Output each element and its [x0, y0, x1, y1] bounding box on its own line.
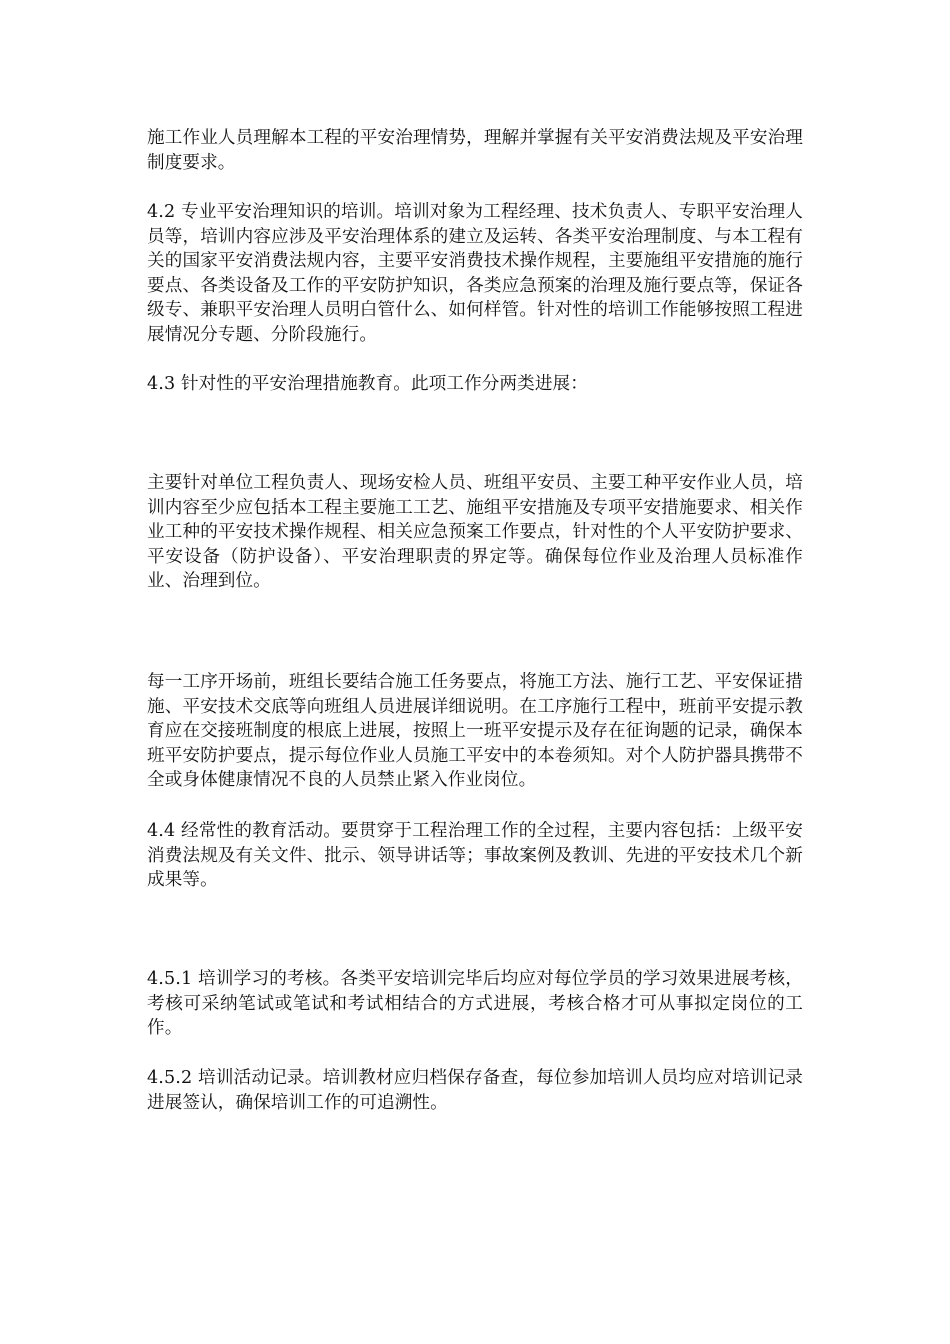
paragraph-4-4-regular-education: 4.4 经常性的教育活动。要贯穿于工程治理工作的全过程，主要内容包括：上级平安消费法规及有关文件、批示、领导讲话等；事故案例及教训、先进的平安技术几个新成果等。 — [147, 821, 803, 890]
paragraph-4-2-professional-training: 4.2 专业平安治理知识的培训。培训对象为工程经理、技术负责人、专职平安治理人员等，培训内容应涉及平安治理体系的建立及运转、各类平安治理制度、与本工程有关的国家平安消费法规内容，主要平安消费技术操作规程，主要施组平安措施的施行要点、各类设备及工作的平安防护知识，各类应急预案的治理及施行要点等，保证各级专、兼职平安治理人员明白管什么、如何样管。针对性的培训工作能够按照工程进展情况分专题、分阶段施行。 — [147, 202, 803, 345]
paragraph-4-5-1-assessment: 4.5.1 培训学习的考核。各类平安培训完毕后均应对每位学员的学习效果进展考核，考核可采纳笔试或笔试和考试相结合的方式进展，考核合格才可从事拟定岗位的工作。 — [147, 969, 803, 1038]
paragraph-4-3-targeted-education: 4.3 针对性的平安治理措施教育。此项工作分两类进展： — [147, 374, 588, 394]
paragraph-safety-awareness-intro: 施工作业人员理解本工程的平安治理情势，理解并掌握有关平安消费法规及平安治理制度要求。 — [147, 128, 803, 173]
paragraph-4-5-2-records: 4.5.2 培训活动记录。培训教材应归档保存备查，每位参加培训人员均应对培训记录进展签认，确保培训工作的可追溯性。 — [147, 1068, 803, 1113]
paragraph-pre-shift-briefing: 每一工序开场前，班组长要结合施工任务要点，将施工方法、施行工艺、平安保证措施、平安技术交底等向班组人员进展详细说明。在工序施行工程中，班前平安提示教育应在交接班制度的根底上进展，按照上一班平安提示及存在征询题的记录，确保本班平安防护要点，提示每位作业人员施工平安中的本卷须知。对个人防护器具携带不全或身体健康情况不良的人员禁止紧入作业岗位。 — [147, 672, 803, 790]
paragraph-unit-personnel-training: 主要针对单位工程负责人、现场安检人员、班组平安员、主要工种平安作业人员，培训内容至少应包括本工程主要施工工艺、施组平安措施及专项平安措施要求、相关作业工种的平安技术操作规程、相关应急预案工作要点，针对性的个人平安防护要求、平安设备（防护设备）、平安治理职责的界定等。确保每位作业及治理人员标准作业、治理到位。 — [147, 473, 803, 591]
